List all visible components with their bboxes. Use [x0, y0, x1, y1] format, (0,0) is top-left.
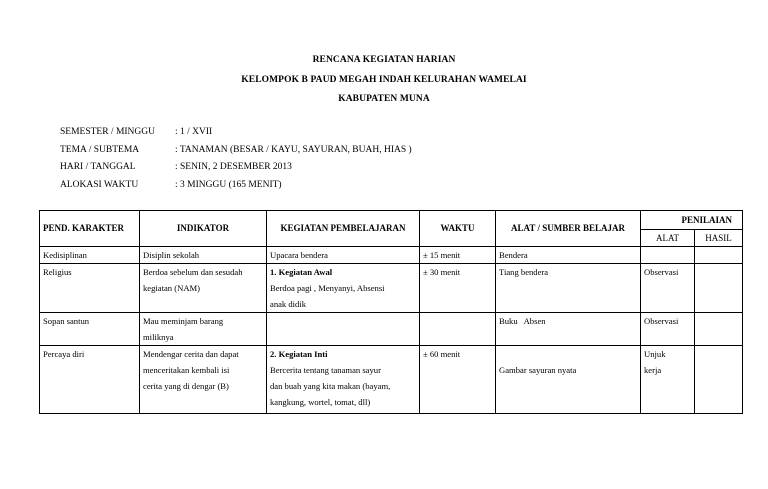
- cell-text: Berdoa pagi , Menyanyi, Absensi: [270, 283, 385, 293]
- table-row: [40, 264, 743, 313]
- cell-alat: [641, 313, 695, 346]
- cell-alat-sumber: [496, 264, 641, 313]
- cell-text: Buku Absen: [499, 316, 546, 326]
- cell-kegiatan: [267, 346, 420, 414]
- cell-text: Observasi: [644, 316, 679, 326]
- cell-text: Bendera: [499, 250, 528, 260]
- cell-text: kegiatan (NAM): [143, 283, 201, 293]
- cell-section-title: 2. Kegiatan Inti: [270, 349, 328, 359]
- cell-text: menceritakan kembali isi: [143, 365, 230, 375]
- cell-text: cerita yang di dengar (B): [143, 381, 229, 391]
- cell-text: Religius: [43, 267, 72, 277]
- cell-text: ± 30 menit: [423, 267, 461, 277]
- col-header-alat-sumber: ALAT / SUMBER BELAJAR: [496, 211, 641, 247]
- cell-text: kerja: [644, 365, 662, 375]
- cell-indikator: [140, 346, 267, 414]
- activity-table: [39, 210, 743, 414]
- cell-hasil: [695, 247, 743, 264]
- col-header-waktu: WAKTU: [420, 211, 496, 247]
- info-label: ALOKASI WAKTU: [60, 180, 139, 190]
- col-header-karakter: PEND. KARAKTER: [40, 211, 140, 247]
- cell-indikator: [140, 264, 267, 313]
- cell-kegiatan: [267, 313, 420, 346]
- doc-subtitle-school: KELOMPOK B PAUD MEGAH INDAH KELURAHAN WAMELAI: [241, 75, 527, 85]
- cell-text: anak didik: [270, 299, 307, 309]
- cell-hasil: [695, 264, 743, 313]
- cell-text: [499, 346, 637, 362]
- cell-waktu: [420, 247, 496, 264]
- cell-indikator: [140, 313, 267, 346]
- cell-text: kangkung, wortel, tomat, dll): [270, 397, 371, 407]
- cell-hasil: [695, 346, 743, 414]
- cell-text: Tiang bendera: [499, 267, 549, 277]
- cell-text: Disiplin sekolah: [143, 250, 200, 260]
- cell-alat: [641, 264, 695, 313]
- cell-alat-sumber: [496, 313, 641, 346]
- cell-waktu: [420, 313, 496, 346]
- cell-text: Percaya diri: [43, 349, 85, 359]
- info-label: SEMESTER / MINGGU: [60, 127, 156, 137]
- table-row: [40, 313, 743, 346]
- doc-subtitle-region: KABUPATEN MUNA: [338, 94, 430, 104]
- cell-text: Upacara bendera: [270, 250, 328, 260]
- doc-title: RENCANA KEGIATAN HARIAN: [312, 55, 456, 65]
- cell-karakter: [40, 247, 140, 264]
- cell-text: Berdoa sebelum dan sesudah: [143, 267, 243, 277]
- table-row: [40, 346, 743, 414]
- col-header-penilaian: PENILAIAN: [641, 211, 743, 230]
- cell-text: Observasi: [644, 267, 679, 277]
- cell-kegiatan: [267, 247, 420, 264]
- cell-waktu: [420, 346, 496, 414]
- cell-text: Sopan santun: [43, 316, 90, 326]
- info-label: HARI / TANGGAL: [60, 162, 136, 172]
- cell-text: ± 60 menit: [423, 349, 461, 359]
- cell-text: Bercerita tentang tanaman sayur: [270, 365, 381, 375]
- info-value: : 1 / XVII: [175, 127, 213, 137]
- cell-text: Kedisiplinan: [43, 250, 87, 260]
- cell-text: Mau meminjam barang: [143, 316, 224, 326]
- cell-text: Mendengar cerita dan dapat: [143, 349, 239, 359]
- cell-karakter: [40, 264, 140, 313]
- cell-text: ± 15 menit: [423, 250, 461, 260]
- info-label: TEMA / SUBTEMA: [60, 145, 140, 155]
- cell-karakter: [40, 313, 140, 346]
- col-header-kegiatan: KEGIATAN PEMBELAJARAN: [267, 211, 420, 247]
- info-value: : SENIN, 2 DESEMBER 2013: [175, 162, 292, 172]
- cell-section-title: 1. Kegiatan Awal: [270, 267, 333, 277]
- cell-kegiatan: [267, 264, 420, 313]
- cell-text: Unjuk: [644, 349, 666, 359]
- cell-alat: [641, 346, 695, 414]
- table-row: [40, 247, 743, 264]
- col-header-hasil: HASIL: [695, 230, 743, 247]
- info-value: : TANAMAN (BESAR / KAYU, SAYURAN, BUAH, HIAS ): [175, 145, 412, 155]
- col-header-alat: ALAT: [641, 230, 695, 247]
- cell-karakter: [40, 346, 140, 414]
- cell-text: Gambar sayuran nyata: [499, 365, 577, 375]
- cell-hasil: [695, 313, 743, 346]
- cell-alat-sumber: [496, 346, 641, 414]
- cell-alat: [641, 247, 695, 264]
- info-value: : 3 MINGGU (165 MENIT): [175, 180, 282, 190]
- cell-alat-sumber: [496, 247, 641, 264]
- cell-indikator: [140, 247, 267, 264]
- cell-waktu: [420, 264, 496, 313]
- cell-text: miliknya: [143, 332, 174, 342]
- cell-text: dan buah yang kita makan (bayam,: [270, 381, 391, 391]
- col-header-indikator: INDIKATOR: [140, 211, 267, 247]
